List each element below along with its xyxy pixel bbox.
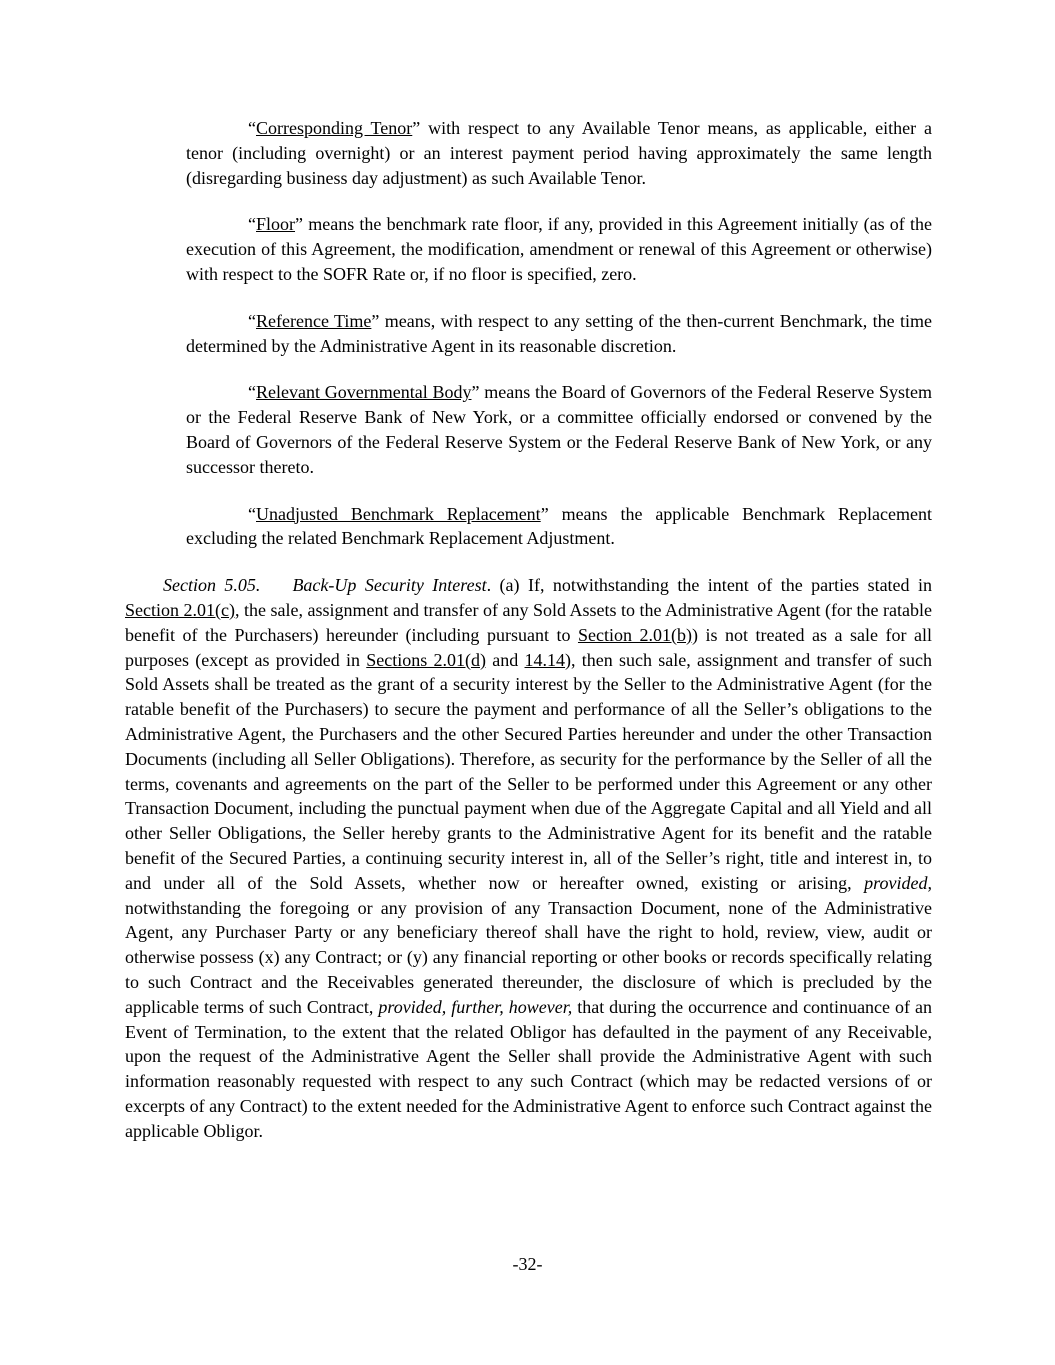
definition-floor: “Floor” means the benchmark rate floor, if any, provided in this Agreement initially (as of the execution of this Agreement, the modification, amendment or renewal of this Agreement or otherwise) with respect to the SOFR Rate or, if no floor is specified, zero. [186, 214, 932, 284]
definition-unadjusted-benchmark-replacement: “Unadjusted Benchmark Replacement” means the applicable Benchmark Replacement excluding the related Benchmark Replacement Adjustment. [186, 503, 932, 549]
definition-reference-time: “Reference Time” means, with respect to any setting of the then-current Benchmark, the time determined by the Administrative Agent in its reasonable discretion. [186, 310, 932, 356]
section-5-05-back-up-security-interest: Section 5.05. Back-Up Security Interest. (a) If, notwithstanding the intent of the parties stated in Section 2.01(c), the sale, assignment and transfer of any Sold Assets to the Administrative Agent (for the ratable benefit of the Purchasers) hereunder (including pursuant to Section 2.01(b)) is not treated as a sale for all purposes (except as provided in Sections 2.01(d) and 14.14), then such sale, assignment and transfer of such Sold Assets shall be treated as the grant of a security interest by the Seller to the Administrative Agent (for the ratable benefit of the Purchasers) to secure the payment and performance of all the Seller’s obligations to the Administrative Agent, the Purchasers and the other Secured Parties hereunder and under the other Transaction Documents (including all Seller Obligations). Therefore, as security for the performance by the Seller of all the terms, covenants and agreements on the part of the Seller to be performed under this Agreement or any other Transaction Document, including the punctual payment when due of the Aggregate Capital and all Yield and all other Seller Obligations, the Seller hereby grants to the Administrative Agent for its benefit and the ratable benefit of the Secured Parties, a continuing security interest in, all of the Seller’s right, title and interest in, to and under all of the Sold Assets, whether now or hereafter owned, existing or arising, provided, notwithstanding the foregoing or any provision of any Transaction Document, none of the Administrative Agent, any Purchaser Party or any beneficiary thereof shall have the right to hold, review, view, audit or otherwise possess (x) any Contract; or (y) any financial reporting or other books or records specifically relating to such Contract and the Receivables generated thereunder, the disclosure of which is precluded by the applicable terms of such Contract, provided, further, however, that during the occurrence and continuance of an Event of Termination, to the extent that the related Obligor has defaulted in the payment of any Receivable, upon the request of the Administrative Agent the Seller shall provide the Administrative Agent with such information reasonably requested with respect to any such Contract (which may be redacted versions of or excerpts of any Contract) to the extent needed for the Administrative Agent to enforce such Contract against the applicable Obligor. [125, 575, 933, 1141]
page-number: -32- [512, 1254, 543, 1275]
definition-corresponding-tenor: “Corresponding Tenor” with respect to any Available Tenor means, as applicable, either a tenor (including overnight) or an interest payment period having approximately the same length (disregarding business day adjustment) as such Available Tenor. [186, 118, 932, 188]
definition-relevant-governmental-body: “Relevant Governmental Body” means the Board of Governors of the Federal Reserve System or the Federal Reserve Bank of New York, or a committee officially endorsed or convened by the Board of Governors of the Federal Reserve System or the Federal Reserve Bank of New York, or any successor thereto. [186, 382, 932, 477]
document-body [125, 116, 932, 1143]
